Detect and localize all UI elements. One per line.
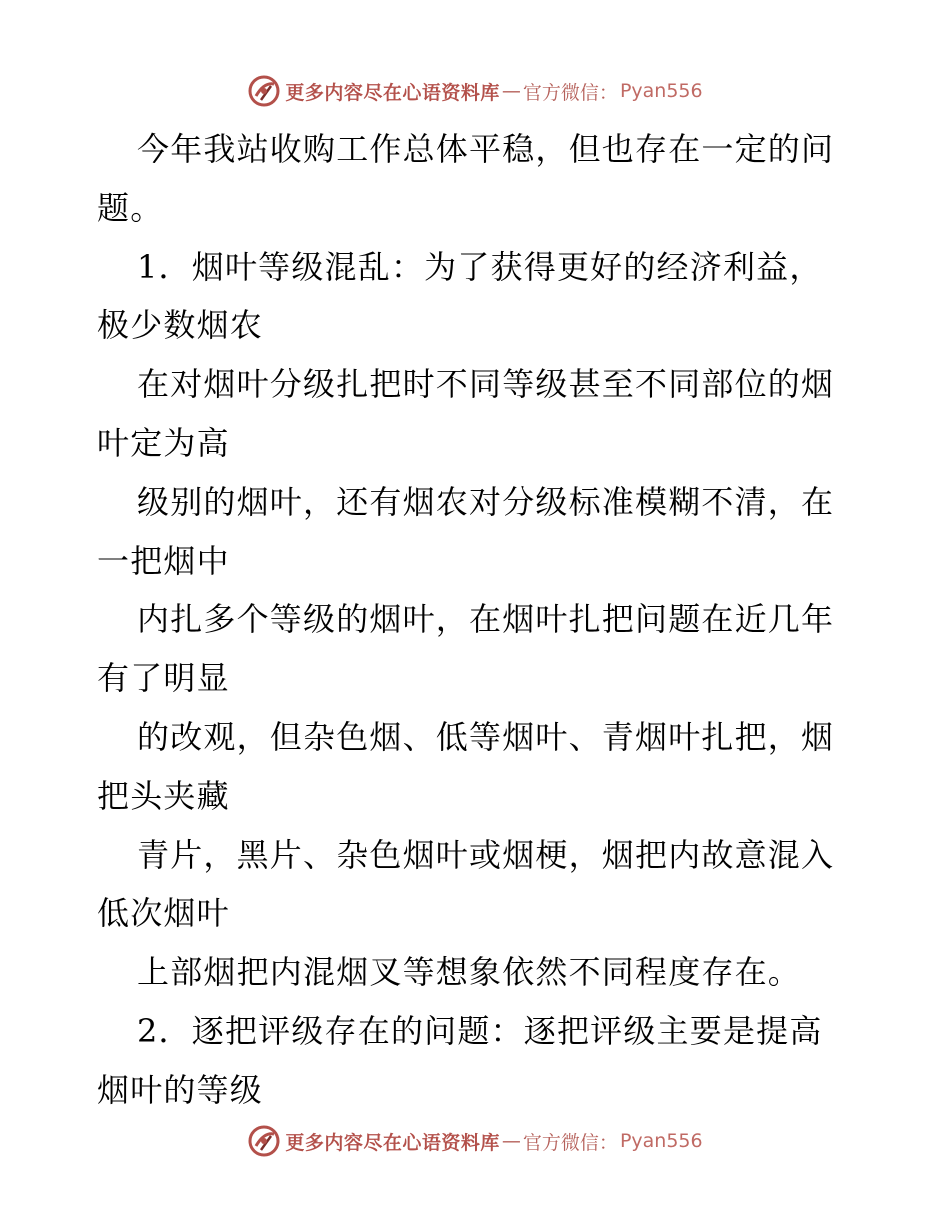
paragraph-line: 内扎多个等级的烟叶，在烟叶扎把问题在近几年 [137,600,835,639]
paragraph-line: 叶定为高 [97,423,230,462]
header-wechat-id: Pyan556 [619,80,703,102]
header-wechat-label: 官方微信： [522,81,618,104]
footer-dash: — [501,1130,521,1152]
paragraph-line: 烟叶的等级 [97,1070,264,1109]
paragraph-line: 级别的烟叶，还有烟农对分级标准模糊不清，在 [137,482,835,521]
document-body [97,120,857,1120]
paragraph-line: 上部烟把内混烟叉等想象依然不同程度存在。 [137,953,802,992]
paragraph-line: 在对烟叶分级扎把时不同等级甚至不同部位的烟 [137,365,835,404]
paragraph-line: 有了明显 [97,659,230,698]
footer-banner [0,1121,950,1161]
paragraph-line: 的改观，但杂色烟、低等烟叶、青烟叶扎把，烟 [137,717,835,756]
brand-logo-icon [247,74,281,108]
paragraph-line: 1．烟叶等级混乱：为了获得更好的经济利益， [137,247,823,286]
paragraph-line: 青片，黑片、杂色烟叶或烟梗，烟把内故意混入 [137,835,835,874]
paragraph-line: 一把烟中 [97,541,230,580]
header-dash: — [501,80,521,102]
paragraph-line: 把头夹藏 [97,776,230,815]
footer-wechat-label: 官方微信： [522,1131,618,1154]
footer-wechat-id: Pyan556 [619,1130,703,1152]
header-banner [0,71,950,111]
header-site-text: 更多内容尽在心语资料库 [285,81,500,104]
paragraph-line: 低次烟叶 [97,894,230,933]
brand-logo-icon [247,1124,281,1158]
paragraph-line: 今年我站收购工作总体平稳，但也存在一定的问 [137,130,835,168]
paragraph-line: 题。 [97,188,164,227]
paragraph-line: 2．逐把评级存在的问题：逐把评级主要是提高 [137,1011,823,1050]
footer-site-text: 更多内容尽在心语资料库 [285,1131,500,1154]
paragraph-line: 极少数烟农 [97,306,264,345]
